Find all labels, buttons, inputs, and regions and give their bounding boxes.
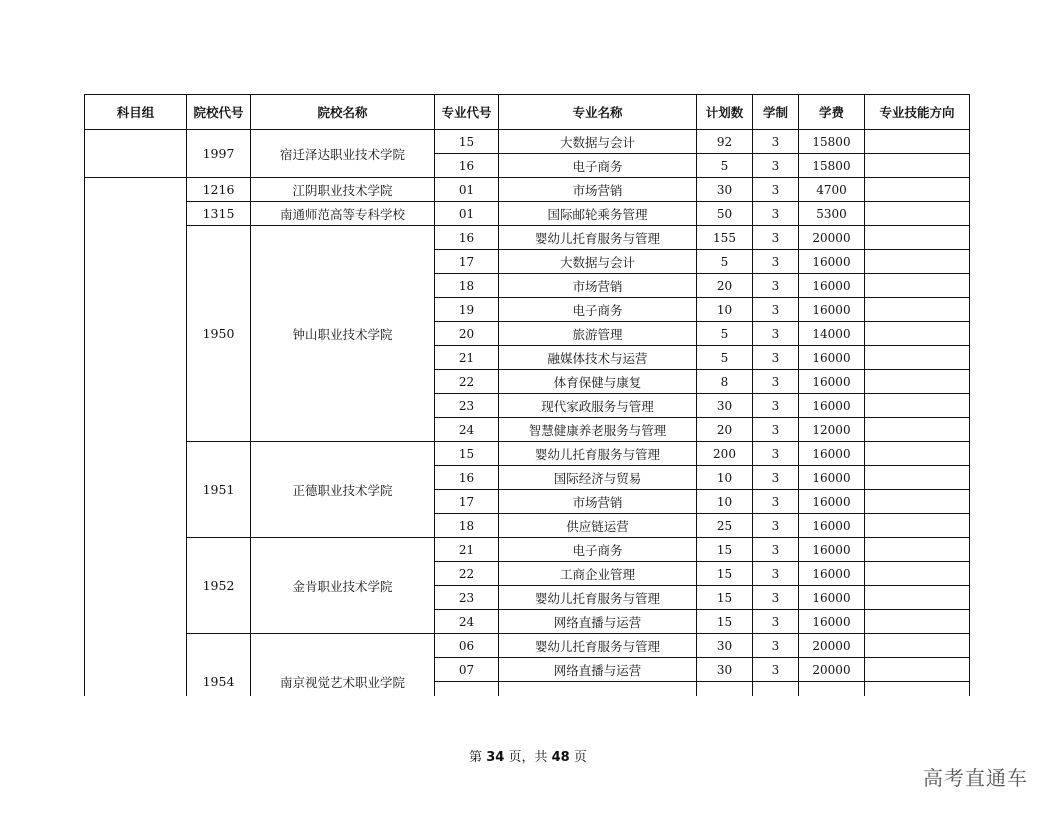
- fee-cell: 15800: [799, 154, 865, 178]
- table-body: [85, 130, 970, 697]
- skill-direction-cell: [865, 154, 970, 178]
- years-cell: 3: [753, 490, 799, 514]
- plan-count-cell: 5: [697, 346, 753, 370]
- major-name-cell: 融媒体技术与运营: [499, 346, 697, 370]
- skill-direction-cell: [865, 298, 970, 322]
- skill-direction-cell: [865, 322, 970, 346]
- fee-cell: 16000: [799, 442, 865, 466]
- major-code-cell: 16: [435, 154, 499, 178]
- years-cell: 3: [753, 610, 799, 634]
- plan-count-cell: 30: [697, 178, 753, 202]
- school-name-cell: 南通师范高等专科学校: [251, 202, 435, 226]
- plan-count-cell: 30: [697, 658, 753, 682]
- major-code-cell: 19: [435, 298, 499, 322]
- years-cell: 3: [753, 586, 799, 610]
- school-code-cell: 1950: [187, 226, 251, 442]
- major-code-cell: 16: [435, 226, 499, 250]
- major-code-cell: 18: [435, 514, 499, 538]
- fee-cell: 16000: [799, 514, 865, 538]
- fee-cell: 16000: [799, 610, 865, 634]
- plan-count-cell: [697, 682, 753, 697]
- header-plan-count: 计划数: [697, 95, 753, 130]
- major-code-cell: 22: [435, 370, 499, 394]
- fee-cell: [799, 682, 865, 697]
- major-name-cell: 婴幼儿托育服务与管理: [499, 226, 697, 250]
- major-code-cell: 17: [435, 250, 499, 274]
- fee-cell: 16000: [799, 466, 865, 490]
- plan-count-cell: 30: [697, 394, 753, 418]
- footer-suffix: 页: [569, 750, 587, 765]
- skill-direction-cell: [865, 202, 970, 226]
- fee-cell: 16000: [799, 562, 865, 586]
- skill-direction-cell: [865, 490, 970, 514]
- header-skill-direction: 专业技能方向: [865, 95, 970, 130]
- major-name-cell: 国际邮轮乘务管理: [499, 202, 697, 226]
- major-name-cell: 智慧健康养老服务与管理: [499, 418, 697, 442]
- plan-count-cell: 10: [697, 466, 753, 490]
- major-code-cell: 01: [435, 178, 499, 202]
- major-name-cell: 现代家政服务与管理: [499, 394, 697, 418]
- school-code-cell: 1951: [187, 442, 251, 538]
- major-name-cell: 婴幼儿托育服务与管理: [499, 442, 697, 466]
- major-name-cell: 市场营销: [499, 178, 697, 202]
- header-years: 学制: [753, 95, 799, 130]
- school-name-cell: 钟山职业技术学院: [251, 226, 435, 442]
- table-row: [85, 538, 970, 562]
- major-code-cell: 16: [435, 466, 499, 490]
- years-cell: 3: [753, 562, 799, 586]
- table-row: [85, 178, 970, 202]
- subject-group-cell: [85, 178, 187, 697]
- major-name-cell: 体育保健与康复: [499, 370, 697, 394]
- header-school-name: 院校名称: [251, 95, 435, 130]
- skill-direction-cell: [865, 538, 970, 562]
- major-code-cell: 15: [435, 130, 499, 154]
- major-name-cell: 婴幼儿托育服务与管理: [499, 634, 697, 658]
- major-name-cell: 大数据与会计: [499, 130, 697, 154]
- fee-cell: 16000: [799, 538, 865, 562]
- table-row: [85, 442, 970, 466]
- major-name-cell: 国际经济与贸易: [499, 466, 697, 490]
- skill-direction-cell: [865, 442, 970, 466]
- major-name-cell: 市场营销: [499, 274, 697, 298]
- major-name-cell: 工商企业管理: [499, 562, 697, 586]
- major-code-cell: 21: [435, 538, 499, 562]
- major-name-cell: 网络直播与运营: [499, 610, 697, 634]
- watermark: 高考直通车: [923, 766, 1028, 790]
- plan-count-cell: 10: [697, 298, 753, 322]
- major-code-cell: 07: [435, 658, 499, 682]
- years-cell: 3: [753, 250, 799, 274]
- footer-page-number: 34: [486, 750, 505, 765]
- major-code-cell: 24: [435, 610, 499, 634]
- years-cell: 3: [753, 658, 799, 682]
- enrollment-table: [84, 94, 970, 696]
- major-name-cell: 电子商务: [499, 538, 697, 562]
- school-code-cell: 1954: [187, 634, 251, 697]
- plan-count-cell: 20: [697, 274, 753, 298]
- fee-cell: 16000: [799, 346, 865, 370]
- school-name-cell: 宿迁泽达职业技术学院: [251, 130, 435, 178]
- plan-count-cell: 15: [697, 610, 753, 634]
- years-cell: 3: [753, 298, 799, 322]
- skill-direction-cell: [865, 250, 970, 274]
- plan-count-cell: 5: [697, 322, 753, 346]
- major-code-cell: 22: [435, 562, 499, 586]
- major-name-cell: 市场营销: [499, 490, 697, 514]
- plan-count-cell: 50: [697, 202, 753, 226]
- header-major-name: 专业名称: [499, 95, 697, 130]
- header-fee: 学费: [799, 95, 865, 130]
- years-cell: 3: [753, 274, 799, 298]
- plan-count-cell: 10: [697, 490, 753, 514]
- major-name-cell: 电子商务: [499, 298, 697, 322]
- major-code-cell: [435, 682, 499, 697]
- footer-middle: 页，共: [504, 750, 552, 765]
- skill-direction-cell: [865, 226, 970, 250]
- major-name-cell: 供应链运营: [499, 514, 697, 538]
- fee-cell: 16000: [799, 394, 865, 418]
- major-code-cell: 18: [435, 274, 499, 298]
- major-name-cell: 大数据与会计: [499, 250, 697, 274]
- major-name-cell: [499, 682, 697, 697]
- major-code-cell: 06: [435, 634, 499, 658]
- header-subject-group: 科目组: [85, 95, 187, 130]
- header-major-code: 专业代号: [435, 95, 499, 130]
- fee-cell: 16000: [799, 490, 865, 514]
- major-name-cell: 电子商务: [499, 154, 697, 178]
- plan-count-cell: 8: [697, 370, 753, 394]
- major-name-cell: 婴幼儿托育服务与管理: [499, 586, 697, 610]
- skill-direction-cell: [865, 634, 970, 658]
- years-cell: 3: [753, 514, 799, 538]
- plan-count-cell: 25: [697, 514, 753, 538]
- plan-count-cell: 30: [697, 634, 753, 658]
- school-name-cell: 江阴职业技术学院: [251, 178, 435, 202]
- years-cell: 3: [753, 154, 799, 178]
- enrollment-table-container: [84, 94, 970, 696]
- school-code-cell: 1952: [187, 538, 251, 634]
- fee-cell: 14000: [799, 322, 865, 346]
- major-code-cell: 24: [435, 418, 499, 442]
- school-code-cell: 1216: [187, 178, 251, 202]
- fee-cell: 16000: [799, 298, 865, 322]
- years-cell: 3: [753, 538, 799, 562]
- skill-direction-cell: [865, 370, 970, 394]
- years-cell: 3: [753, 370, 799, 394]
- skill-direction-cell: [865, 178, 970, 202]
- plan-count-cell: 200: [697, 442, 753, 466]
- plan-count-cell: 155: [697, 226, 753, 250]
- school-name-cell: 金肯职业技术学院: [251, 538, 435, 634]
- table-row: [85, 226, 970, 250]
- fee-cell: 20000: [799, 658, 865, 682]
- skill-direction-cell: [865, 586, 970, 610]
- major-code-cell: 01: [435, 202, 499, 226]
- skill-direction-cell: [865, 514, 970, 538]
- years-cell: 3: [753, 322, 799, 346]
- major-code-cell: 17: [435, 490, 499, 514]
- skill-direction-cell: [865, 274, 970, 298]
- plan-count-cell: 15: [697, 538, 753, 562]
- fee-cell: 16000: [799, 250, 865, 274]
- years-cell: 3: [753, 346, 799, 370]
- school-name-cell: 正德职业技术学院: [251, 442, 435, 538]
- major-name-cell: 旅游管理: [499, 322, 697, 346]
- years-cell: 3: [753, 178, 799, 202]
- fee-cell: 16000: [799, 370, 865, 394]
- plan-count-cell: 5: [697, 250, 753, 274]
- table-row: [85, 130, 970, 154]
- years-cell: [753, 682, 799, 697]
- footer-total-pages: 48: [551, 750, 570, 765]
- major-code-cell: 23: [435, 586, 499, 610]
- fee-cell: 20000: [799, 634, 865, 658]
- skill-direction-cell: [865, 658, 970, 682]
- major-code-cell: 20: [435, 322, 499, 346]
- years-cell: 3: [753, 418, 799, 442]
- plan-count-cell: 5: [697, 154, 753, 178]
- years-cell: 3: [753, 634, 799, 658]
- fee-cell: 20000: [799, 226, 865, 250]
- skill-direction-cell: [865, 562, 970, 586]
- years-cell: 3: [753, 394, 799, 418]
- major-code-cell: 23: [435, 394, 499, 418]
- fee-cell: 5300: [799, 202, 865, 226]
- skill-direction-cell: [865, 466, 970, 490]
- school-code-cell: 1315: [187, 202, 251, 226]
- major-code-cell: 21: [435, 346, 499, 370]
- school-name-cell: 南京视觉艺术职业学院: [251, 634, 435, 697]
- subject-group-cell: [85, 130, 187, 178]
- skill-direction-cell: [865, 682, 970, 697]
- school-code-cell: 1997: [187, 130, 251, 178]
- fee-cell: 16000: [799, 274, 865, 298]
- skill-direction-cell: [865, 418, 970, 442]
- header-school-code: 院校代号: [187, 95, 251, 130]
- years-cell: 3: [753, 130, 799, 154]
- major-name-cell: 网络直播与运营: [499, 658, 697, 682]
- years-cell: 3: [753, 442, 799, 466]
- skill-direction-cell: [865, 346, 970, 370]
- page-footer: [0, 746, 1056, 765]
- major-code-cell: 15: [435, 442, 499, 466]
- fee-cell: 12000: [799, 418, 865, 442]
- fee-cell: 16000: [799, 586, 865, 610]
- plan-count-cell: 92: [697, 130, 753, 154]
- table-row: [85, 634, 970, 658]
- years-cell: 3: [753, 202, 799, 226]
- years-cell: 3: [753, 226, 799, 250]
- skill-direction-cell: [865, 130, 970, 154]
- plan-count-cell: 15: [697, 586, 753, 610]
- footer-prefix: 第: [469, 750, 487, 765]
- fee-cell: 15800: [799, 130, 865, 154]
- skill-direction-cell: [865, 610, 970, 634]
- plan-count-cell: 20: [697, 418, 753, 442]
- header-row: [85, 95, 970, 130]
- fee-cell: 4700: [799, 178, 865, 202]
- years-cell: 3: [753, 466, 799, 490]
- plan-count-cell: 15: [697, 562, 753, 586]
- skill-direction-cell: [865, 394, 970, 418]
- table-row: [85, 202, 970, 226]
